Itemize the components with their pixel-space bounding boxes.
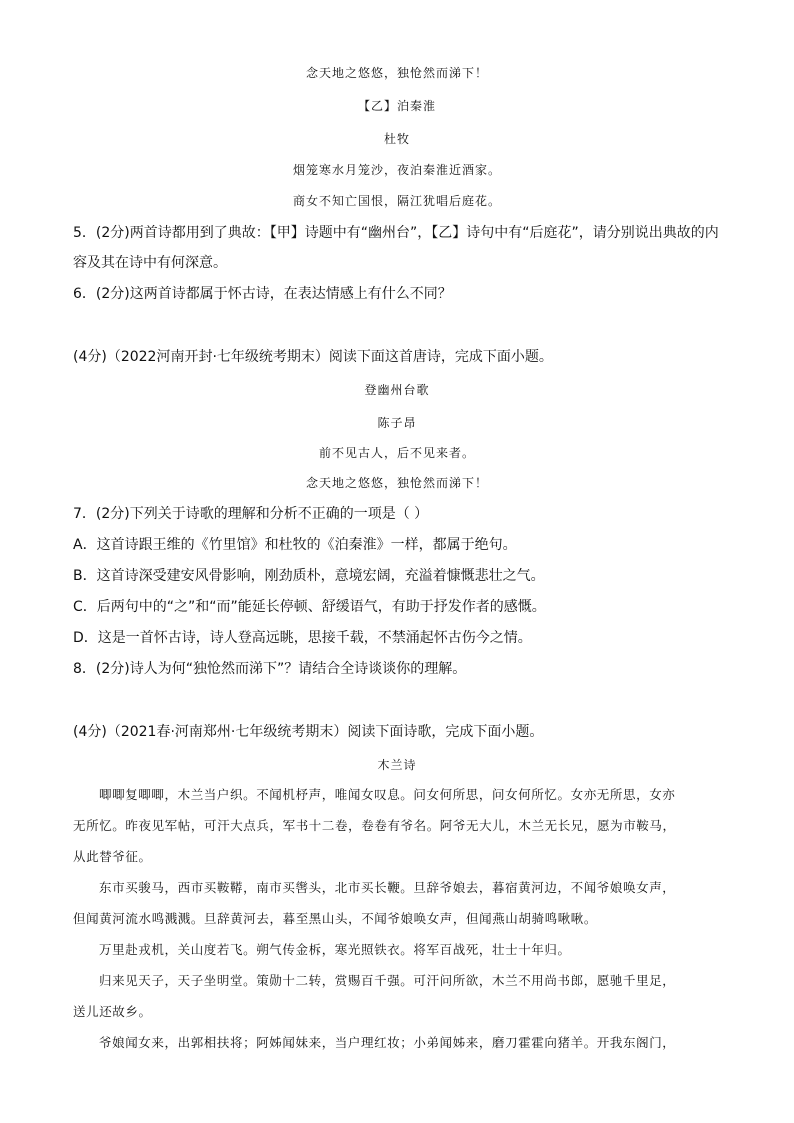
poem-paragraph-line: 唧唧复唧唧，木兰当户织。不闻机杼声，唯闻女叹息。问女何所思，问女何所忆。女亦无所思，女亦 [99,787,676,802]
poem-paragraph-line: 万里赴戎机，关山度若飞。朔气传金柝，寒光照铁衣。将军百战死，壮士十年归。 [99,942,571,957]
poem-a-line: 念天地之悠悠，独怆然而涕下！ [305,66,488,80]
poem-paragraph-line: 但闻黄河流水鸣溅溅。旦辞黄河去，暮至黑山头，不闻爷娘唤女声，但闻燕山胡骑鸣啾啾。 [73,911,598,926]
poem-b-author: 杜牧 [383,132,410,146]
poem-paragraph-line: 送儿还故乡。 [73,1004,152,1019]
poem-line: 前不见古人，后不见来者。 [318,446,475,460]
poem-paragraph-line: 爷娘闻女来，出郭相扶将；阿姊闻妹来，当户理红妆；小弟闻姊来，磨刀霍霍向猪羊。开我东阁门， [99,1035,676,1050]
option-d: D．这是一首怀古诗，诗人登高远眺，思接千载，不禁涌起怀古伤今之情。 [73,630,532,646]
question-6: 6．(2分)这两首诗都属于怀古诗，在表达情感上有什么不同？ [73,286,452,302]
poem-title: 木兰诗 [377,758,417,772]
question-7: 7．(2分)下列关于诗歌的理解和分析不正确的一项是（ ） [73,506,429,522]
poem-b-line: 烟笼寒水月笼沙，夜泊秦淮近酒家。 [292,163,501,177]
poem-author: 陈子昂 [377,416,417,430]
option-c: C．后两句中的“之”和“而”能延长停顿、舒缓语气，有助于抒发作者的感慨。 [73,599,546,615]
poem-paragraph-line: 东市买骏马，西市买鞍鞯，南市买辔头，北市买长鞭。旦辞爷娘去，暮宿黄河边，不闻爷娘唤女声， [99,880,676,895]
option-b: B．这首诗深受建安风骨影响，刚劲质朴，意境宏阔，充溢着慷慨悲壮之气。 [73,568,545,584]
section-intro: (4分)（2022河南开封·七年级统考期末）阅读下面这首唐诗，完成下面小题。 [73,349,553,365]
poem-paragraph-line: 归来见天子，天子坐明堂。策勋十二转，赏赐百千强。可汗问所欲，木兰不用尚书郎，愿驰千里足， [99,973,676,988]
option-a: A．这首诗跟王维的《竹里馆》和杜牧的《泊秦淮》一样，都属于绝句。 [73,537,517,553]
section-intro: (4分)（2021春·河南郑州·七年级统考期末）阅读下面诗歌，完成下面小题。 [73,724,544,740]
poem-title: 登幽州台歌 [364,383,430,397]
question-8: 8．(2分)诗人为何“独怆然而涕下”？请结合全诗谈谈你的理解。 [73,661,467,677]
poem-line: 念天地之悠悠，独怆然而涕下！ [305,476,488,490]
poem-b-line: 商女不知亡国恨，隔江犹唱后庭花。 [292,194,501,208]
poem-paragraph-line: 从此替爷征。 [73,849,152,864]
poem-paragraph-line: 无所忆。昨夜见军帖，可汗大点兵，军书十二卷，卷卷有爷名。阿爷无大儿，木兰无长兄，愿为市鞍马， [73,818,676,833]
question-5: 5．(2分)两首诗都用到了典故：【甲】诗题中有“幽州台”，【乙】诗句中有“后庭花”，请分别说出典故的内 [73,225,719,241]
poem-b-heading: 【乙】泊秦淮 [357,99,436,113]
question-5-continued: 容及其在诗中有何深意。 [73,255,227,271]
